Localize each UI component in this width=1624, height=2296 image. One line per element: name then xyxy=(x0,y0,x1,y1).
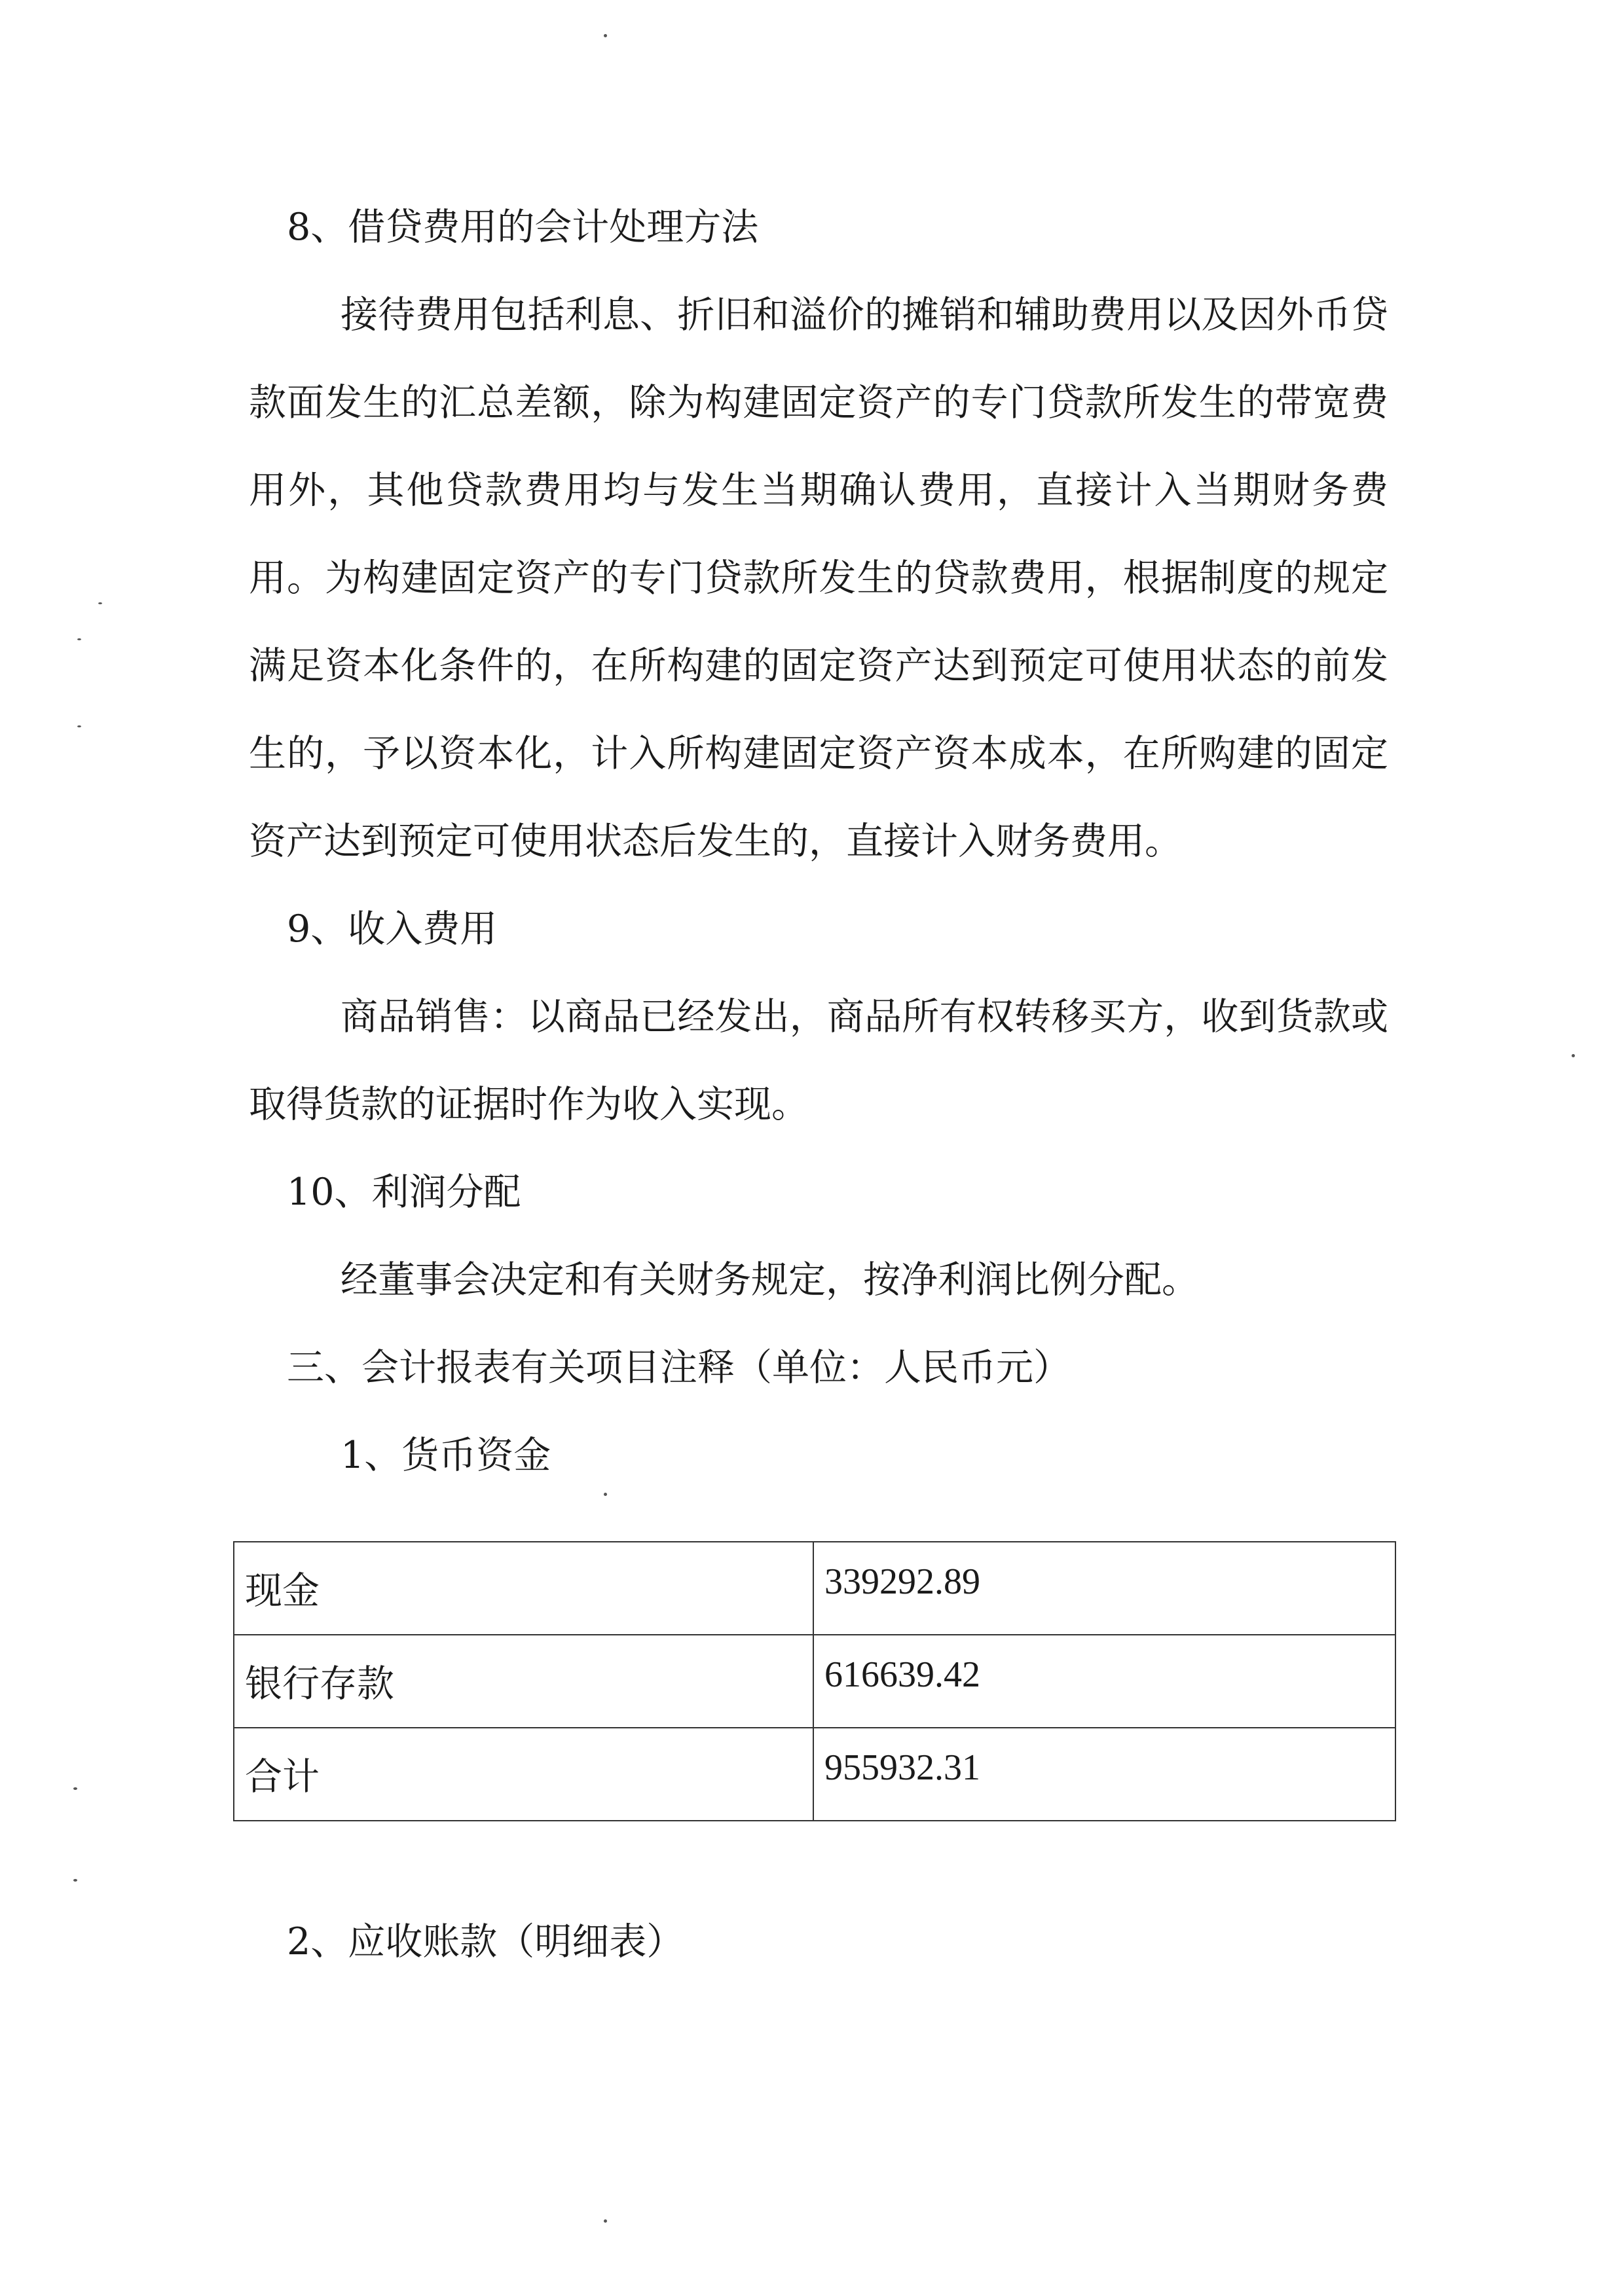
table-row xyxy=(234,1635,1395,1728)
scan-speck xyxy=(604,34,607,37)
row-value: 955932.31 xyxy=(813,1728,1395,1821)
scan-speck xyxy=(77,638,81,640)
section-3-heading: 三、会计报表有关项目注释（单位：人民币元） xyxy=(287,1346,1071,1389)
table-row xyxy=(234,1728,1395,1821)
scan-speck xyxy=(73,1787,77,1790)
section-10-paragraph: 经董事会决定和有关财务规定，按净利润比例分配。 xyxy=(341,1258,1199,1302)
scan-speck xyxy=(73,1879,77,1882)
scan-speck xyxy=(1572,1054,1575,1057)
section-8-paragraph: 接待费用包括利息、折旧和溢价的摊销和辅助费用以及因外币贷款面发生的汇总差额，除为构建固定资产的专门贷款所发生的带宽费用外，其他贷款费用均与发生当期确认费用，直接计入当期财务费用。为构建固定资产的专门贷款所发生的贷款费用，根据制度的规定满足资本化条件的，在所构建的固定资产达到预定可使用状态的前发生的，予以资本化，计入所构建固定资产资本成本，在所购建的固定资产达到预定可使用状态后发生的，直接计入财务费用。 xyxy=(249,293,1388,863)
table-row xyxy=(234,1542,1395,1635)
row-value: 616639.42 xyxy=(813,1635,1395,1728)
scan-speck xyxy=(98,602,102,604)
row-label: 银行存款 xyxy=(234,1635,813,1728)
section-10-heading: 10、利润分配 xyxy=(287,1171,521,1214)
cash-table-wrap xyxy=(233,1541,1396,1821)
scan-speck xyxy=(604,2219,607,2223)
section-9-paragraph: 商品销售：以商品已经发出，商品所有权转移买方，收到货款或取得货款的证据时作为收入实现。 xyxy=(249,995,1388,1126)
cash-table xyxy=(233,1541,1396,1821)
row-label: 现金 xyxy=(234,1542,813,1635)
section-8-heading: 8、借贷费用的会计处理方法 xyxy=(287,206,759,249)
item-2-heading: 2、应收账款（明细表） xyxy=(287,1920,684,1963)
item-1-heading: 1、货币资金 xyxy=(341,1434,551,1477)
scan-speck xyxy=(604,1493,607,1496)
scan-speck xyxy=(77,725,81,727)
row-label: 合计 xyxy=(234,1728,813,1821)
row-value: 339292.89 xyxy=(813,1542,1395,1635)
notes-body xyxy=(249,183,1388,1499)
section-9-heading: 9、收入费用 xyxy=(287,907,498,951)
